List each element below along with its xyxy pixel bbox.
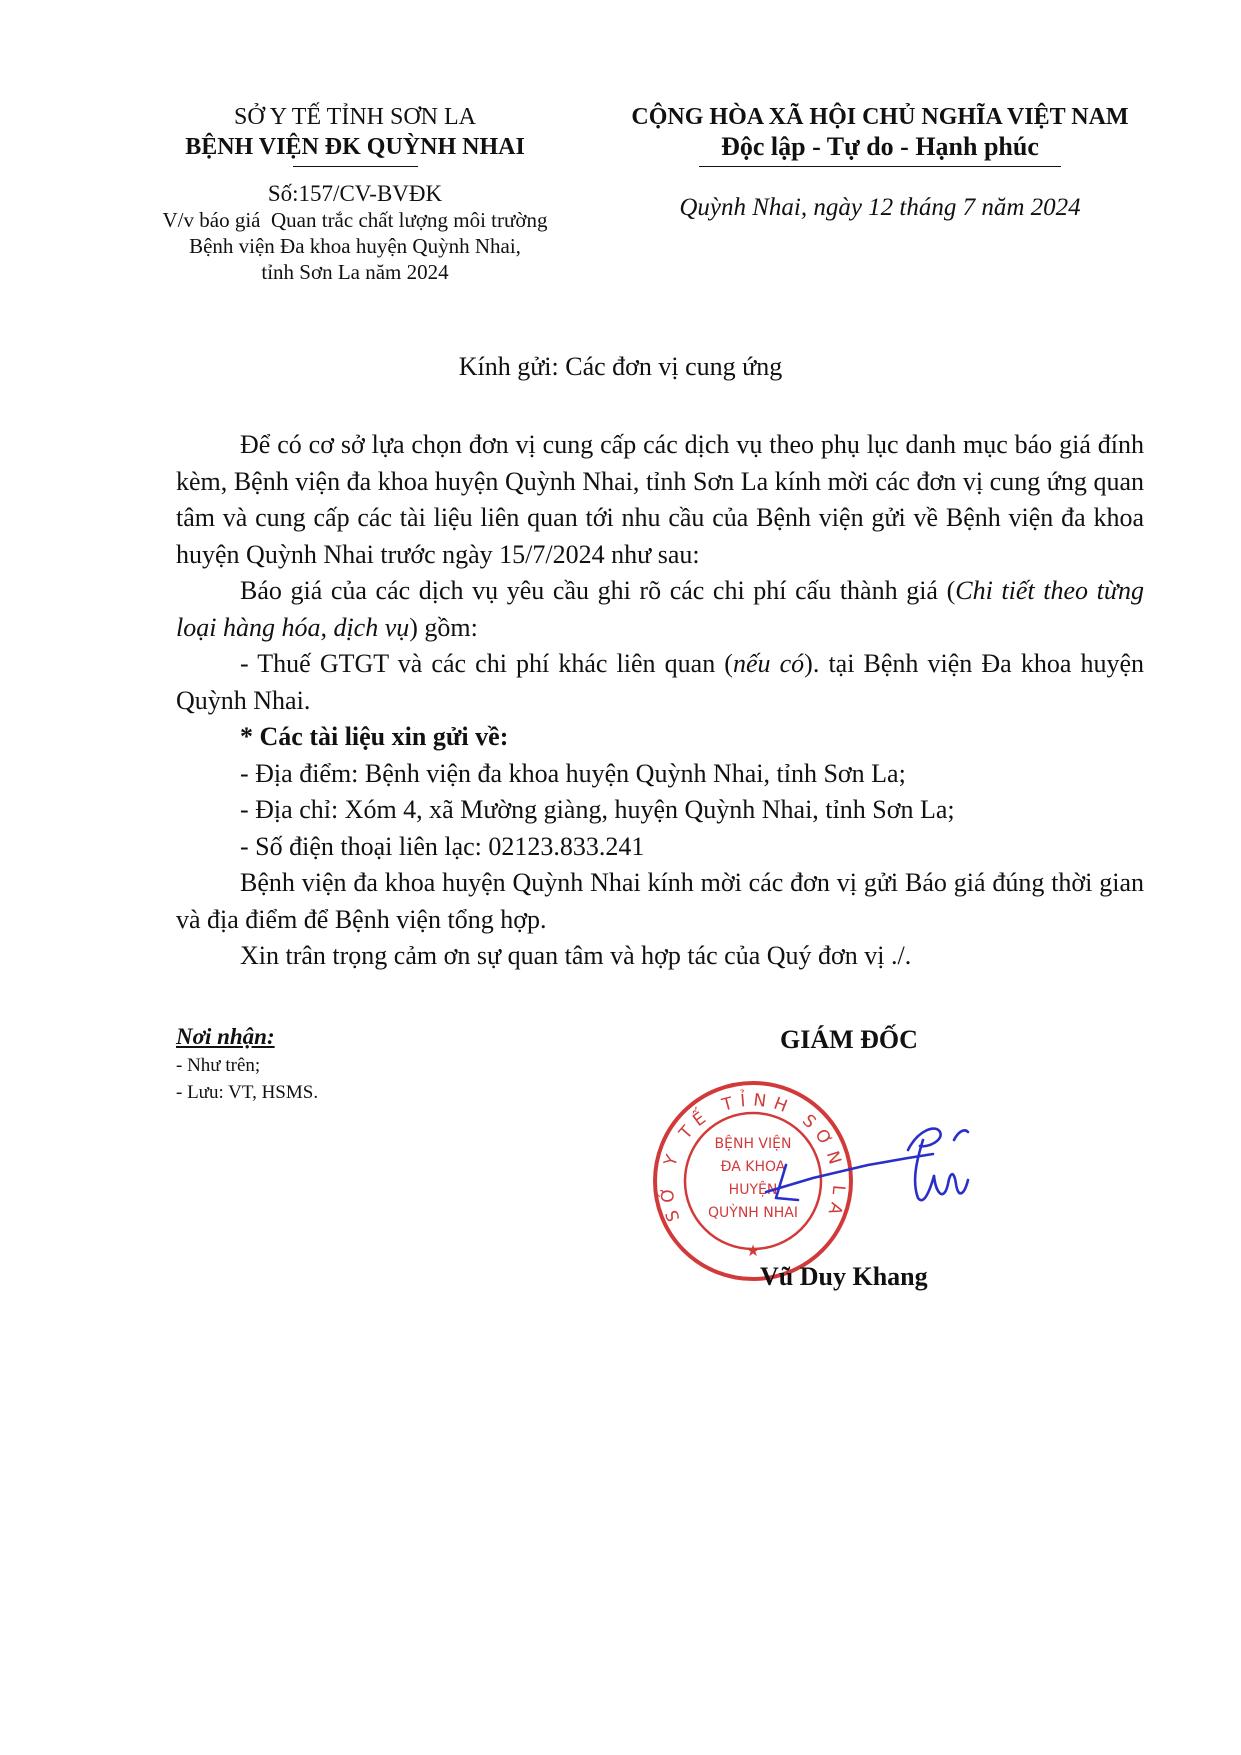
text-segment: ) gồm: xyxy=(409,612,478,642)
recipient-item: - Như trên; xyxy=(176,1055,261,1076)
header-left xyxy=(130,102,580,285)
italic-segment: Chi tiết theo từng loại hàng hóa, dịch vụ xyxy=(176,576,1145,642)
header-right xyxy=(590,102,1170,223)
handwritten-signature xyxy=(758,1110,988,1220)
paragraph-quote-requirements xyxy=(176,573,1144,646)
paragraph-vat xyxy=(176,646,1144,719)
header-left-rule xyxy=(293,166,418,167)
recipients-block xyxy=(176,1022,318,1106)
header-right-rule xyxy=(699,166,1061,167)
agency-name: SỞ Y TẾ TỈNH SƠN LA xyxy=(233,104,476,130)
recipients-title: Nơi nhận: xyxy=(176,1024,275,1049)
address-line: - Địa chỉ: Xóm 4, xã Mường giàng, huyện Quỳnh Nhai, tỉnh Sơn La; xyxy=(240,795,955,824)
stamp-center-line: BỆNH VIỆN xyxy=(714,1136,792,1152)
signatory-name: Vũ Duy Khang xyxy=(760,1262,928,1291)
text-segment: ). tại Bệnh viện Đa khoa huyện Quỳnh Nhai. xyxy=(176,649,1145,715)
documents-heading: * Các tài liệu xin gửi về: xyxy=(240,722,509,751)
salutation: Kính gửi: Các đơn vị cung ứng xyxy=(458,352,783,381)
subject-line-1: V/v báo giá Quan trắc chất lượng môi trường xyxy=(162,208,548,232)
location-line: - Địa điểm: Bệnh viện đa khoa huyện Quỳnh Nhai, tỉnh Sơn La; xyxy=(240,758,906,788)
subject-line-2: Bệnh viện Đa khoa huyện Quỳnh Nhai, xyxy=(189,234,521,258)
recipient-item: - Lưu: VT, HSMS. xyxy=(176,1082,319,1103)
stamp-star-icon: ★ xyxy=(745,1241,761,1260)
text-segment: Báo giá của các dịch vụ yêu cầu ghi rõ các chi phí cấu thành giá ( xyxy=(240,576,956,605)
stamp-center-line: ĐA KHOA xyxy=(720,1159,786,1175)
text-segment: - Thuế GTGT và các chi phí khác liên quan ( xyxy=(240,649,733,678)
national-motto: Độc lập - Tự do - Hạnh phúc xyxy=(721,132,1039,161)
country-name: CỘNG HÒA XÃ HỘI CHỦ NGHĨA VIỆT NAM xyxy=(631,104,1129,130)
phone-line: - Số điện thoại liên lạc: 02123.833.241 xyxy=(240,831,645,861)
stamp-ring-text: SỞ Y TẾ TỈNH SƠN LA xyxy=(657,1090,849,1224)
stamp-center-line: QUỲNH NHAI xyxy=(708,1205,798,1221)
signatory-title: GIÁM ĐỐC xyxy=(780,1025,918,1054)
paragraph-intro: Để có cơ sở lựa chọn đơn vị cung cấp các dịch vụ theo phụ lục danh mục báo giá đính kèm, Bệnh viện đa khoa huyện Quỳnh Nhai, tỉnh Sơn La kính mời các đơn vị cung ứng quan tâm và cung cấp các tài liệu liên quan tới nhu cầu của Bệnh viện gửi về Bệnh viện đa khoa huyện Quỳnh Nhai trước ngày 15/7/2024 như sau: xyxy=(176,430,1144,569)
stamp-center-line: HUYỆN xyxy=(728,1182,778,1198)
document-number: Số:157/CV-BVĐK xyxy=(267,181,443,206)
italic-segment: nếu có xyxy=(732,649,805,678)
subject-line-3: tỉnh Sơn La năm 2024 xyxy=(261,260,449,284)
document-date: Quỳnh Nhai, ngày 12 tháng 7 năm 2024 xyxy=(679,194,1081,221)
paragraph-thanks: Xin trân trọng cảm ơn sự quan tâm và hợp tác của Quý đơn vị ./. xyxy=(240,941,912,970)
paragraph-invitation: Bệnh viện đa khoa huyện Quỳnh Nhai kính mời các đơn vị gửi Báo giá đúng thời gian và địa điểm để Bệnh viện tổng hợp. xyxy=(176,868,1144,934)
hospital-name: BỆNH VIỆN ĐK QUỲNH NHAI xyxy=(185,134,525,160)
letter-body xyxy=(176,427,1144,975)
